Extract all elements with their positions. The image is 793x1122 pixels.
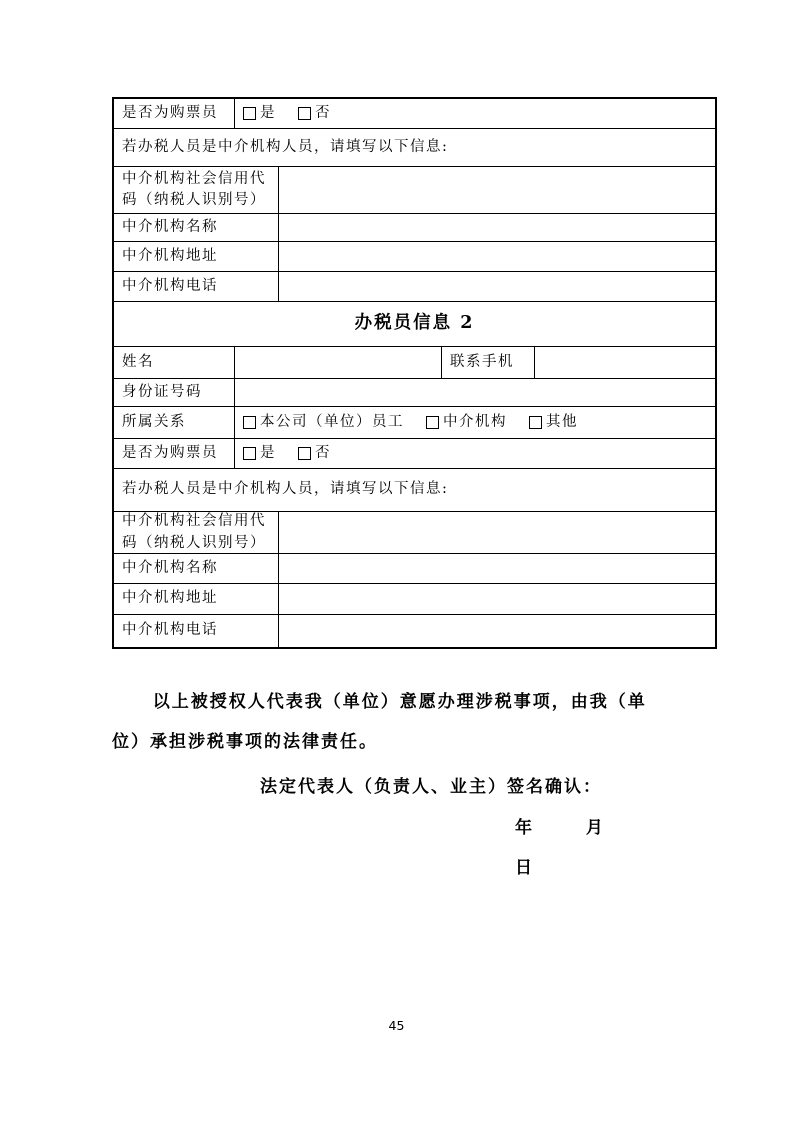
checkbox-option-no[interactable] (298, 443, 331, 464)
id-number-input[interactable] (235, 379, 715, 406)
agency-name-label: 中介机构名称 (114, 214, 279, 241)
checkbox-icon[interactable] (243, 107, 256, 120)
table-row-agency-name-1 (114, 214, 715, 242)
table-row-agency-phone-2 (114, 615, 715, 647)
agency-address-label: 中介机构地址 (114, 242, 279, 271)
checkbox-option-company-employee[interactable] (243, 412, 404, 433)
agency-note-text: 若办税人员是中介机构人员，请填写以下信息: (122, 138, 449, 155)
table-row-ticket-buyer-2 (114, 439, 715, 469)
page-number: 45 (388, 1018, 405, 1033)
table-row-agency-note-1 (114, 129, 715, 167)
date-month-label: 月 (585, 818, 605, 838)
checkbox-option-yes[interactable] (243, 103, 276, 124)
checkbox-icon[interactable] (243, 416, 256, 429)
ticket-buyer-label: 是否为购票员 (114, 439, 235, 468)
option-label: 其他 (546, 413, 578, 430)
option-label: 本公司（单位）员工 (260, 413, 404, 430)
checkbox-icon[interactable] (529, 416, 542, 429)
agency-phone-input[interactable] (279, 615, 715, 647)
table-row-section2-header (114, 302, 715, 347)
authorization-statement: 以上被授权人代表我（单位）意愿办理涉税事项，由我（单位）承担涉税事项的法律责任。 (112, 692, 647, 752)
table-row-relation (114, 407, 715, 439)
id-number-label: 身份证号码 (114, 379, 235, 406)
signature-confirmation-line: 法定代表人（负责人、业主）签名确认： (260, 777, 602, 797)
ticket-buyer-options (235, 99, 715, 128)
ticket-buyer-options (235, 439, 715, 468)
mobile-input[interactable] (535, 347, 715, 378)
name-label: 姓名 (114, 347, 235, 378)
agency-phone-label: 中介机构电话 (114, 615, 279, 647)
option-label: 中介机构 (443, 413, 507, 430)
agency-address-input[interactable] (279, 242, 715, 271)
table-row-agency-phone-1 (114, 272, 715, 302)
agency-name-label: 中介机构名称 (114, 554, 279, 583)
agency-name-input[interactable] (279, 214, 715, 241)
checkbox-icon[interactable] (298, 107, 311, 120)
agency-credit-code-label: 中介机构社会信用代码（纳税人识别号） (114, 512, 279, 553)
footer-block (112, 682, 657, 888)
checkbox-icon[interactable] (298, 447, 311, 460)
tax-handler-form-table (112, 97, 717, 649)
checkbox-option-no[interactable] (298, 103, 331, 124)
date-line (515, 808, 657, 888)
ticket-buyer-label: 是否为购票员 (114, 99, 235, 128)
option-label: 是 (260, 444, 276, 461)
table-row-agency-note-2 (114, 469, 715, 512)
checkbox-option-other[interactable] (529, 412, 578, 433)
option-label: 是 (260, 104, 276, 121)
checkbox-option-agency[interactable] (426, 412, 507, 433)
table-row-agency-name-2 (114, 554, 715, 584)
name-input[interactable] (235, 347, 442, 378)
agency-address-label: 中介机构地址 (114, 584, 279, 614)
agency-phone-label: 中介机构电话 (114, 272, 279, 301)
relation-label: 所属关系 (114, 407, 235, 438)
table-row-agency-address-2 (114, 584, 715, 615)
agency-credit-code-label: 中介机构社会信用代码（纳税人识别号） (114, 167, 279, 213)
agency-name-input[interactable] (279, 554, 715, 583)
table-row-ticket-buyer-1 (114, 99, 715, 129)
checkbox-icon[interactable] (426, 416, 439, 429)
checkbox-icon[interactable] (243, 447, 256, 460)
option-label: 否 (315, 444, 331, 461)
agency-credit-code-input[interactable] (279, 512, 715, 553)
date-day-label: 日 (515, 858, 534, 878)
agency-credit-code-input[interactable] (279, 167, 715, 213)
relation-options (235, 407, 715, 438)
table-row-agency-credit-code-1 (114, 167, 715, 214)
table-row-name-mobile (114, 347, 715, 379)
section2-title: 办税员信息 2 (354, 313, 475, 334)
table-row-agency-credit-code-2 (114, 512, 715, 554)
option-label: 否 (315, 104, 331, 121)
checkbox-option-yes[interactable] (243, 443, 276, 464)
agency-note-text: 若办税人员是中介机构人员，请填写以下信息: (122, 481, 449, 498)
mobile-label: 联系手机 (442, 347, 535, 378)
date-year-label: 年 (515, 818, 534, 838)
agency-phone-input[interactable] (279, 272, 715, 301)
agency-address-input[interactable] (279, 584, 715, 614)
table-row-id-number (114, 379, 715, 407)
table-row-agency-address-1 (114, 242, 715, 272)
